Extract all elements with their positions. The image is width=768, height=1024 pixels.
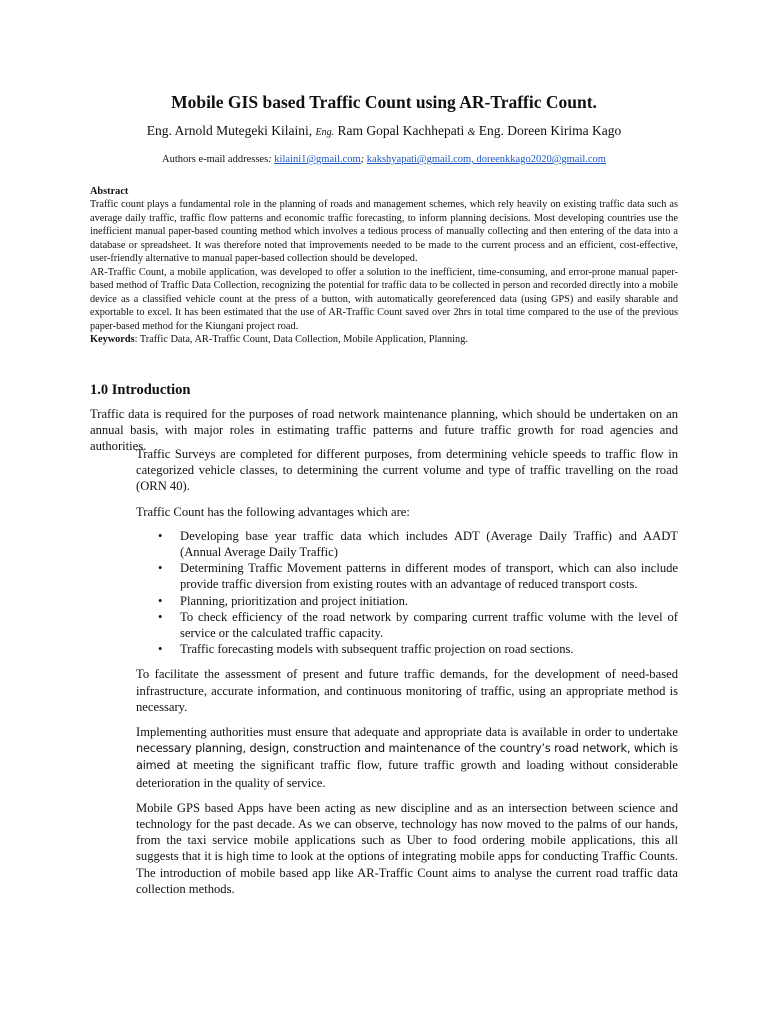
ampersand: & [467,127,476,138]
paragraph-5-rest: meeting the significant traffic flow, future traffic growth and loading without considerable deterioration in the quality of service. [136,758,678,790]
paragraph-5-line-2: necessary planning, design, construction and maintenance of the country’s road network, which is aimed at [136,742,678,773]
list-item-text: Planning, prioritization and project initiation. [180,593,409,608]
email-link-2[interactable]: kakshyapati@gmail.com, doreenkkago2020@gmail.com [366,154,606,165]
paragraph-5-line-1: Implementing authorities must ensure that adequate and appropriate data is available in order to undertake [136,725,678,740]
list-item-text: To check efficiency of the road network by comparing current traffic volume with the level of service or the calculated traffic capacity. [180,609,678,641]
author-3: Eng. Doreen Kirima Kago [478,123,622,138]
intro-paragraph-4: To facilitate the assessment of present and future traffic demands, for the development of need-based infrastructure, accurate information, and continuous monitoring of traffic, using an appropriate method is necessary. [136,667,678,714]
introduction-heading: 1.0 Introduction [90,382,191,398]
abstract-paragraph-2: AR-Traffic Count, a mobile application, was developed to offer a solution to the inefficient, time-consuming, and error-prone manual paper-based method of Traffic Data Collection, recognizing the potential for traffic data to be collected in person and recorded directly into a mobile device as a classified vehicle count at the press of a button, with automatically georeferenced data (using GPS) and easily sharable and exportable to excel. It has been estimated that the use of AR-Traffic Count saved over 2hrs in total time compared to the use of the previous paper-based method for the Kiungani project road. [90,266,678,332]
list-item-text: Traffic forecasting models with subsequent traffic projection on road sections. [180,642,574,657]
keywords-line [90,333,678,346]
list-item [136,641,678,657]
email-link-1[interactable]: kilaini1@gmail.com [274,154,361,165]
email-separator: : [268,154,272,165]
list-item-text: Developing base year traffic data which includes ADT (Average Daily Traffic) and AADT (Annual Average Daily Traffic) [180,528,678,560]
abstract-heading: Abstract [90,186,129,197]
list-item-text: Determining Traffic Movement patterns in different modes of transport, which can also include provide traffic diversion from existing routes with an advantage of reduced transport costs. [180,561,678,592]
intro-paragraph-3: Traffic Count has the following advantages which are: [136,504,410,519]
list-item [136,593,678,609]
author-1: Eng. Arnold Mutegeki Kilaini, [146,123,313,138]
paper-title: Mobile GIS based Traffic Count using AR-Traffic Count. [171,92,597,112]
keywords-label: Keywords [90,333,135,345]
bullet-icon: • [158,528,163,543]
intro-paragraph-1: Traffic data is required for the purposes of road network maintenance planning, which should be undertaken on an annual basis, with major roles in estimating traffic patterns and future traffic growth for road agencies and authorities. [90,407,678,454]
abstract-section [90,185,678,346]
eng-title-small: Eng. [315,127,335,138]
bullet-icon: • [158,561,163,576]
abstract-paragraph-1: Traffic count plays a fundamental role in the planning of roads and management schemes, which rely heavily on existing traffic data such as average daily traffic, traffic flow patterns and economic traffic forecasting, to inform planning decisions. Most developing countries use the inefficient manual paper-based counting method which involves a tedious process of manually collecting and then entering of the data into a database or spreadsheet. It was therefore noted that improvements needed to be made to the current process and an efficient, cost-effective, user-friendly alternative to manual paper-based collection should be developed. [90,199,678,265]
intro-paragraph-6: Mobile GPS based Apps have been acting as new discipline and as an intersection between science and technology for the past decade. As we can observe, technology has now moved to the palms of our hands, from the taxi service mobile applications such as Uber to food ordering mobile applications, this all suggests that it is high time to look at the options of integrating mobile apps for conducting Traffic Counts. The introduction of mobile based app like AR-Traffic Count aims to analyse the current road traffic data collection methods. [136,800,678,896]
email-line [0,154,768,165]
bullet-icon: • [158,642,163,657]
list-item [136,528,678,560]
author-2: Ram Gopal Kachhepati [337,123,465,138]
intro-paragraph-5 [136,724,678,791]
author-line [0,123,768,139]
list-item [136,609,678,641]
email-separator: ; [360,154,365,165]
list-item [136,560,678,592]
intro-paragraph-2: Traffic Surveys are completed for different purposes, from determining vehicle speeds to traffic flow in categorized vehicle classes, to determining the current volume and type of traffic travelling on the road (ORN 40). [136,447,678,494]
bullet-icon: • [158,593,163,608]
keywords-list: : Traffic Data, AR-Traffic Count, Data Collection, Mobile Application, Planning. [134,333,468,345]
advantages-list [136,528,678,658]
intro-indented-block [136,446,678,906]
email-label: Authors e-mail addresses [162,154,269,165]
bullet-icon: • [158,609,163,624]
